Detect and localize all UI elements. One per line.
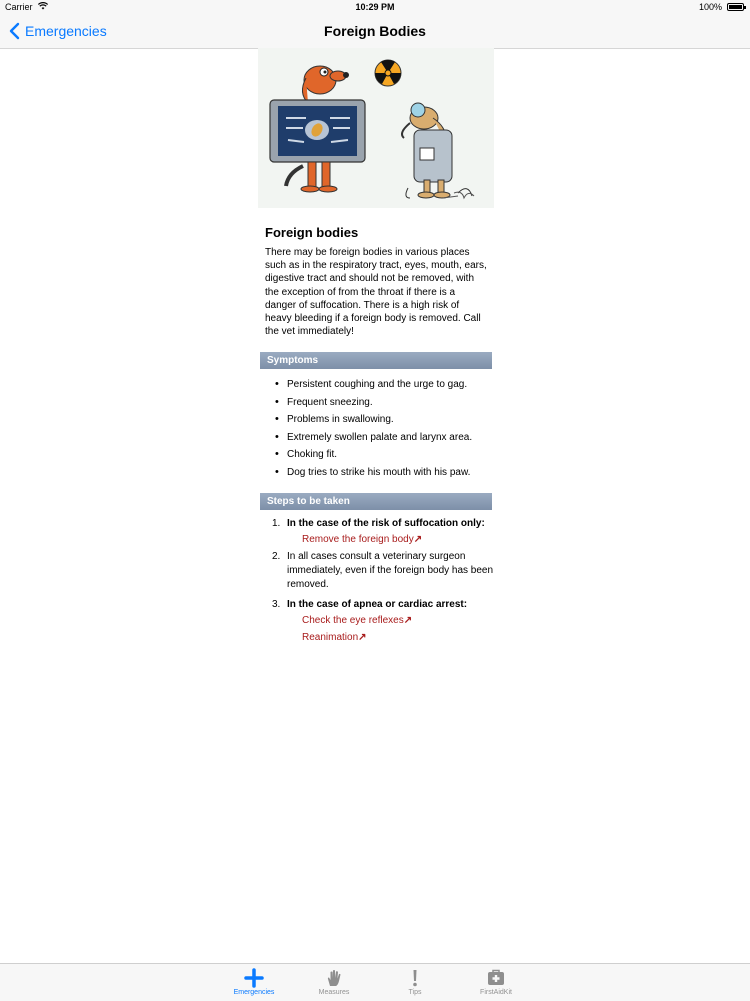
external-link-arrow-icon: ↗ <box>358 632 367 644</box>
external-link-arrow-icon: ↗ <box>403 615 413 627</box>
list-item: • Problems in swallowing. <box>280 411 494 429</box>
external-link-arrow-icon: ↗ <box>413 534 423 546</box>
exclamation-icon <box>405 968 425 988</box>
tab-tips[interactable] <box>385 964 445 1001</box>
status-time: 10:29 PM <box>355 2 395 12</box>
list-item: • Frequent sneezing. <box>280 394 494 412</box>
list-item: • Extremely swollen palate and larynx area. <box>280 429 494 447</box>
carrier-text: Carrier <box>5 2 33 12</box>
check-eye-reflexes-link[interactable] <box>302 613 494 628</box>
symptoms-header: Symptoms <box>260 352 492 369</box>
article-content <box>258 48 494 648</box>
list-item: • Persistent coughing and the urge to gag. <box>280 376 494 394</box>
step-text: In the case of the risk of suffocation only: <box>287 518 485 530</box>
battery-percentage: 100% <box>698 2 722 12</box>
tab-label: Emergencies <box>233 989 275 996</box>
hand-icon <box>324 968 344 988</box>
step-text: In all cases consult a veterinary surgeon immediately, even if the foreign body has been removed. <box>287 551 494 591</box>
list-item: • Dog tries to strike his mouth with his paw. <box>280 464 494 482</box>
tab-measures[interactable] <box>304 964 364 1001</box>
tab-label: FirstAidKit <box>480 989 512 996</box>
list-item: • Choking fit. <box>280 446 494 464</box>
first-aid-kit-icon <box>486 968 506 988</box>
step-item <box>272 598 494 645</box>
status-bar <box>0 0 750 14</box>
step-number: 2. <box>272 551 281 563</box>
steps-list <box>258 517 494 645</box>
step-number: 3. <box>272 599 281 611</box>
tab-label: Tips <box>408 989 422 996</box>
remove-foreign-body-link[interactable] <box>302 532 494 547</box>
plus-icon <box>244 968 264 988</box>
back-button-label: Emergencies <box>25 23 107 39</box>
tab-label: Measures <box>318 989 350 996</box>
article-heading: Foreign bodies <box>265 225 359 240</box>
dog-xray-illustration <box>258 48 494 208</box>
link-label: Check the eye reflexes <box>302 615 404 627</box>
step-item <box>272 550 494 595</box>
step-item <box>272 517 494 547</box>
page-title: Foreign Bodies <box>324 23 426 39</box>
reanimation-link[interactable] <box>302 630 494 645</box>
navigation-bar <box>0 14 750 49</box>
symptoms-list <box>258 376 494 481</box>
link-label: Remove the foreign body <box>302 534 414 546</box>
article-intro: There may be foreign bodies in various places such as in the respiratory tract, eyes, mouth, ears, digestive tract and should not be removed, with the exception of from the throat if there is a danger of suffocation. There is a high risk of heavy bleeding if a foreign body is removed. Call the vet immediately! <box>265 247 487 338</box>
step-text: In the case of apnea or cardiac arrest: <box>287 599 468 611</box>
tab-firstaidkit[interactable] <box>466 964 526 1001</box>
steps-header: Steps to be taken <box>260 493 492 510</box>
battery-icon <box>727 3 744 11</box>
step-number: 1. <box>272 518 281 530</box>
article-body <box>258 225 494 338</box>
tab-bar <box>0 963 750 1001</box>
link-label: Reanimation <box>302 632 359 644</box>
tab-emergencies[interactable] <box>224 964 284 1001</box>
